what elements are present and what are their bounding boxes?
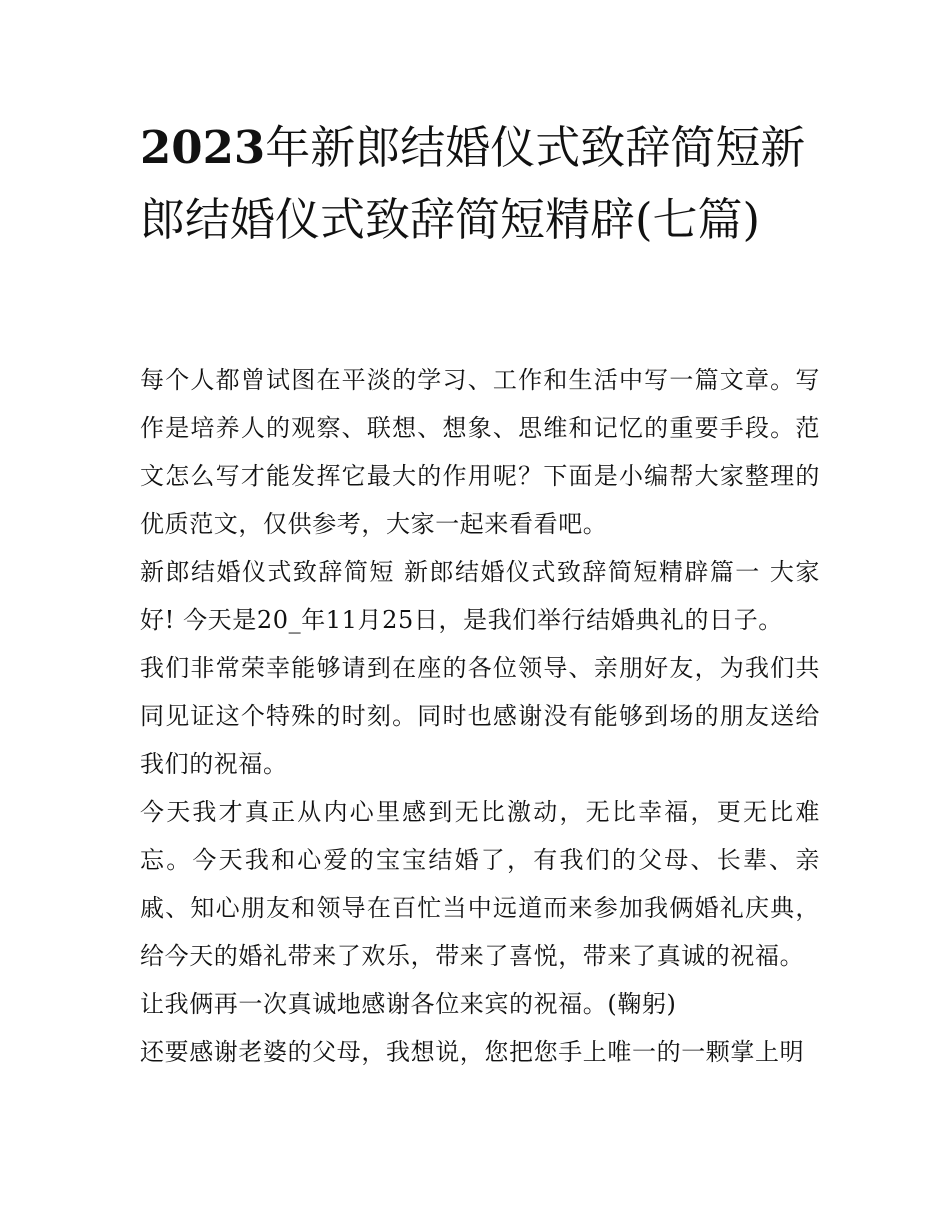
document-body (140, 356, 820, 1076)
paragraph-feelings: 今天我才真正从内心里感到无比激动，无比幸福，更无比难忘。今天我和心爱的宝宝结婚了，有我们的父母、长辈、亲戚、知心朋友和领导在百忙当中远道而来参加我俩婚礼庆典，给今天的婚礼带来了欢乐，带来了喜悦，带来了真诚的祝福。 (140, 798, 820, 970)
paragraph-bow: 让我俩再一次真诚地感谢各位来宾的祝福。(鞠躬) (140, 990, 677, 1018)
paragraph-thanks-guests: 我们非常荣幸能够请到在座的各位领导、亲朋好友，为我们共同见证这个特殊的时刻。同时也感谢没有能够到场的朋友送给我们的祝福。 (140, 654, 820, 778)
title-text: 年新郎结婚仪式致辞简短新郎结婚仪式致辞简短精辟(七篇) (140, 121, 806, 246)
paragraph-intro: 每个人都曾试图在平淡的学习、工作和生活中写一篇文章。写作是培养人的观察、联想、想象、思维和记忆的重要手段。范文怎么写才能发挥它最大的作用呢？下面是小编帮大家整理的优质范文，仅供参考，大家一起来看看吧。 (140, 366, 820, 538)
paragraph-greeting: 新郎结婚仪式致辞简短 新郎结婚仪式致辞简短精辟篇一 大家好! 今天是20_年11月25日，是我们举行结婚典礼的日子。 (140, 558, 820, 634)
title-year: 2023 (140, 121, 266, 174)
paragraph-parents: 还要感谢老婆的父母，我想说，您把您手上唯一的一颗掌上明 (140, 1038, 805, 1066)
document-title (140, 112, 820, 256)
